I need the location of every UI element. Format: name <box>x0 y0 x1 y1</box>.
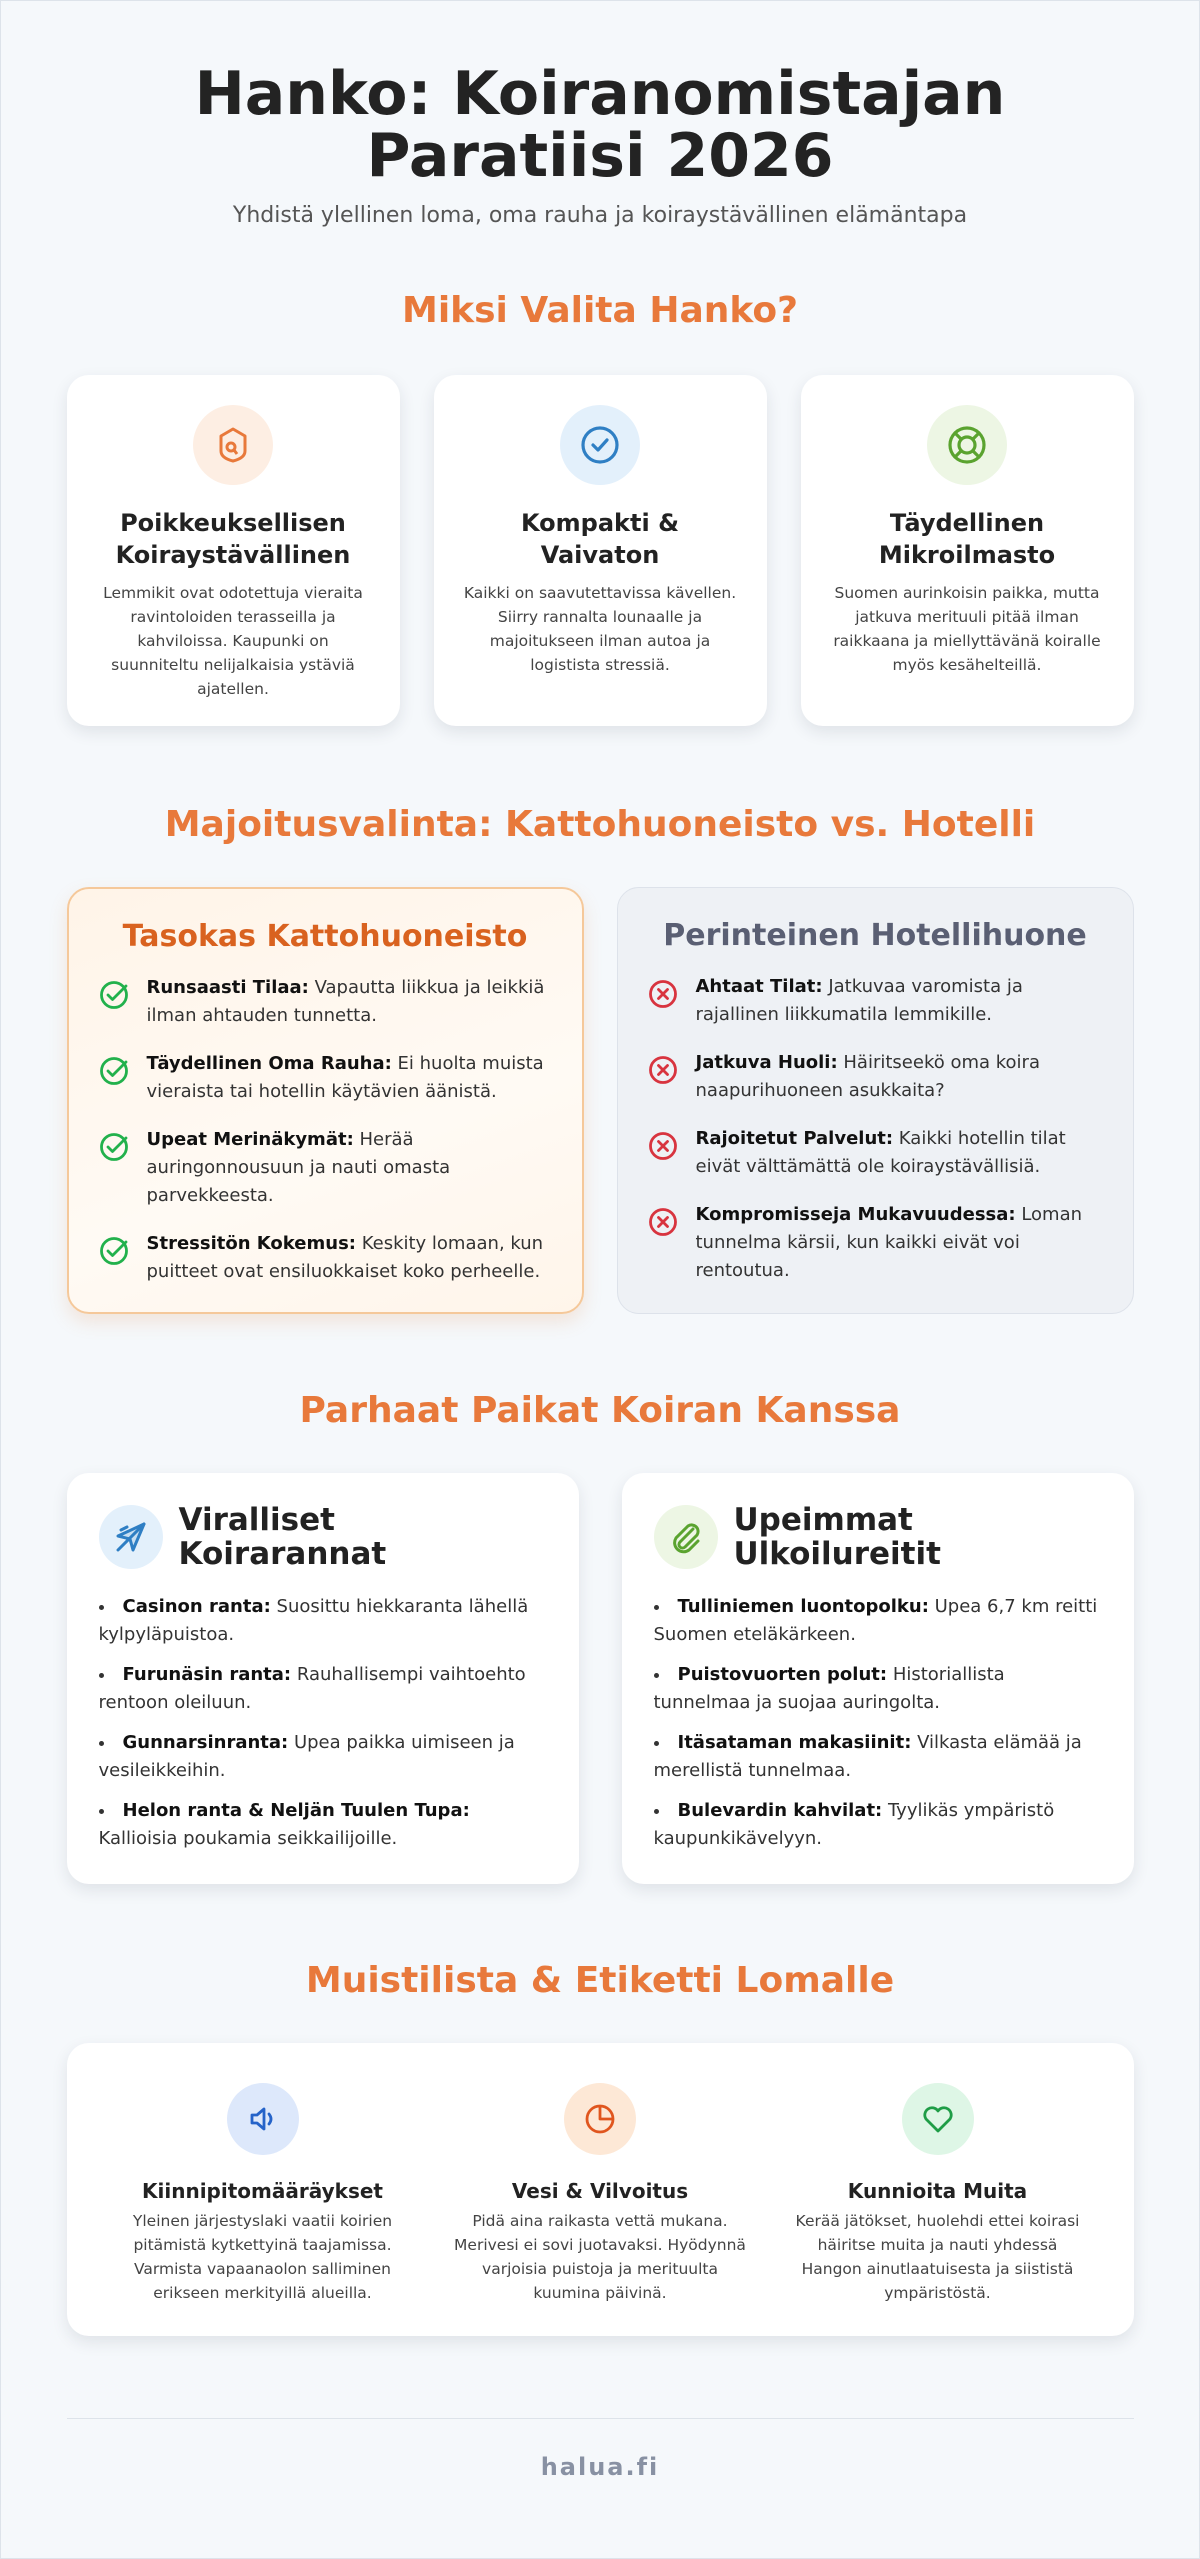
item-bold: Casinon ranta: <box>122 1596 271 1617</box>
list-item <box>654 1797 1100 1853</box>
item-bold: Itäsataman makasiinit: <box>677 1732 912 1753</box>
item-text: Ei huolta muista vieraista tai hotellin käytävien äänistä. <box>146 1053 544 1102</box>
hotel-list <box>648 973 1103 1285</box>
penthouse-card <box>67 887 584 1314</box>
list-item <box>648 973 1103 1029</box>
list-item <box>99 1593 545 1649</box>
item-text: Herää auringonnousuun ja nauti omasta parvekkeesta. <box>146 1129 451 1206</box>
list-item <box>654 1661 1100 1717</box>
list-item <box>99 1050 552 1106</box>
checklist-item-title: Kiinnipitomääräykset <box>142 2179 383 2203</box>
item-text: Vapautta liikkua ja leikkiä ilman ahtauden tunnetta. <box>146 977 545 1026</box>
beaches-card <box>67 1473 579 1884</box>
why-cards <box>67 375 1134 726</box>
item-bold: Puistovuorten polut: <box>677 1664 888 1685</box>
check-circle-icon <box>560 405 640 485</box>
item-bold: Jatkuva Huoli: <box>695 1052 838 1073</box>
item-text: Häiritseekö oma koira naapurihuoneen asukkaita? <box>695 1052 1040 1101</box>
list-item <box>654 1729 1100 1785</box>
check-icon <box>99 1132 131 1166</box>
penthouse-list <box>99 974 552 1286</box>
dog-tag-icon <box>193 405 273 485</box>
beaches-title: Viralliset Koirarannat <box>178 1502 387 1572</box>
page-subtitle: Yhdistä ylellinen loma, oma rauha ja koiraystävällinen elämäntapa <box>232 203 968 228</box>
item-bold: Furunäsin ranta: <box>122 1664 292 1685</box>
why-card-dog-friendly <box>67 375 400 726</box>
item-bold: Gunnarsinranta: <box>122 1732 289 1753</box>
list-item <box>99 974 552 1030</box>
checklist-item-respect <box>788 2083 1088 2336</box>
why-card-text: Suomen aurinkoisin paikka, mutta jatkuva merituuli pitää ilman raikkaana ja miellyttävänä koiralle myös kesähelteillä. <box>833 584 1101 674</box>
item-bold: Tulliniemen luontopolku: <box>677 1596 929 1617</box>
x-circle-icon <box>648 979 680 1013</box>
item-bold: Rajoitetut Palvelut: <box>695 1128 894 1149</box>
item-text: Suosittu hiekkaranta lähellä kylpyläpuistoa. <box>98 1596 529 1645</box>
item-bold: Kompromisseja Mukavuudessa: <box>695 1204 1016 1225</box>
trails-list <box>654 1593 1100 1853</box>
item-bold: Bulevardin kahvilat: <box>677 1800 883 1821</box>
list-item <box>648 1049 1103 1105</box>
page-title: Hanko: Koiranomistajan Paratiisi 2026 <box>194 59 1006 191</box>
checklist-section-title: Muistilista & Etiketti Lomalle <box>305 1960 895 2001</box>
trails-title: Upeimmat Ulkoilureitit <box>733 1502 941 1572</box>
check-icon <box>99 1236 131 1270</box>
item-bold: Helon ranta & Neljän Tuulen Tupa: <box>122 1800 470 1821</box>
hotel-card <box>617 887 1134 1314</box>
item-bold: Täydellinen Oma Rauha: <box>146 1053 392 1074</box>
places-cards <box>67 1473 1134 1884</box>
why-card-compact <box>434 375 767 726</box>
check-icon <box>99 1056 131 1090</box>
heart-icon <box>902 2083 974 2155</box>
beaches-list <box>99 1593 545 1853</box>
check-icon <box>99 980 131 1014</box>
hotel-title: Perinteinen Hotellihuone <box>663 918 1087 953</box>
item-text: Loman tunnelma kärsii, kun kaikki eivät voi rentoutua. <box>695 1204 1083 1281</box>
why-card-climate <box>801 375 1134 726</box>
checklist-item-text: Kerää jätökset, huolehdi ettei koirasi häiritse muita ja nauti yhdessä Hangon ainutlaatuisesta ja siististä ympäristöstä. <box>795 2212 1080 2302</box>
pie-clock-icon <box>564 2083 636 2155</box>
checklist-item-text: Yleinen järjestyslaki vaatii koirien pitämistä kytkettyinä taajamissa. Varmista vapaanaolon salliminen erikseen merkityillä alueilla. <box>132 2212 393 2302</box>
list-item <box>99 1126 552 1210</box>
megaphone-icon <box>227 2083 299 2155</box>
trails-card <box>622 1473 1134 1884</box>
item-bold: Runsaasti Tilaa: <box>146 977 309 998</box>
compare-cards <box>67 887 1134 1314</box>
x-circle-icon <box>648 1055 680 1089</box>
item-text: Tyylikäs ympäristö kaupunkikävelyyn. <box>653 1800 1055 1849</box>
list-item <box>648 1125 1103 1181</box>
why-card-text: Kaikki on saavutettavissa kävellen. Siirry rannalta lounaalle ja majoitukseen ilman autoa ja logistista stressiä. <box>463 584 737 674</box>
hero <box>1 1 1199 228</box>
list-item <box>648 1201 1103 1285</box>
checklist-item-title: Vesi & Vilvoitus <box>511 2179 689 2203</box>
item-bold: Stressitön Kokemus: <box>146 1233 356 1254</box>
why-card-title: Täydellinen Mikroilmasto <box>878 509 1056 569</box>
compare-section-title: Majoitusvalinta: Kattohuoneisto vs. Hotelli <box>164 804 1036 845</box>
list-item <box>654 1593 1100 1649</box>
item-text: Vilkasta elämää ja merellistä tunnelmaa. <box>653 1732 1082 1781</box>
item-text: Keskity lomaan, kun puitteet ovat ensiluokkaiset koko perheelle. <box>146 1233 544 1282</box>
x-circle-icon <box>648 1207 680 1241</box>
checklist-item-leash <box>113 2083 413 2336</box>
checklist-item-text: Pidä aina raikasta vettä mukana. Merivesi ei sovi juotavaksi. Hyödynnä varjoisia puistoja ja merituulta kuumina päivinä. <box>454 2212 746 2302</box>
item-text: Upea paikka uimiseen ja vesileikkeihin. <box>98 1732 515 1781</box>
footer-brand[interactable]: halua.fi <box>540 2453 660 2481</box>
list-item <box>99 1797 545 1853</box>
why-section-title: Miksi Valita Hanko? <box>402 290 798 331</box>
checklist-item-water <box>450 2083 750 2336</box>
item-bold: Upeat Merinäkymät: <box>146 1129 354 1150</box>
item-text: Kallioisia poukamia seikkailijoille. <box>98 1828 398 1849</box>
list-item <box>99 1661 545 1717</box>
why-card-text: Lemmikit ovat odotettuja vieraita ravintoloiden terasseilla ja kahviloissa. Kaupunki on suunniteltu nelijalkaisia ystäviä ajatellen. <box>103 584 363 698</box>
item-bold: Ahtaat Tilat: <box>695 976 823 997</box>
penthouse-title: Tasokas Kattohuoneisto <box>122 919 528 954</box>
item-text: Jatkuvaa varomista ja rajallinen liikkumatila lemmikille. <box>695 976 1023 1025</box>
footer-divider <box>67 2418 1134 2419</box>
places-section-title: Parhaat Paikat Koiran Kanssa <box>299 1390 901 1431</box>
sun-ring-icon <box>927 405 1007 485</box>
item-text: Rauhallisempi vaihtoehto rentoon oleiluun. <box>98 1664 526 1713</box>
checklist-card <box>67 2043 1134 2336</box>
why-card-title: Poikkeuksellisen Koiraystävällinen <box>115 509 351 569</box>
list-item <box>99 1230 552 1286</box>
why-card-title: Kompakti & Vaivaton <box>521 509 679 569</box>
item-text: Upea 6,7 km reitti Suomen eteläkärkeen. <box>653 1596 1098 1645</box>
list-item <box>99 1729 545 1785</box>
item-text: Kaikki hotellin tilat eivät välttämättä ole koiraystävällisiä. <box>695 1128 1066 1177</box>
checklist-item-title: Kunnioita Muita <box>847 2179 1028 2203</box>
item-text: Historiallista tunnelmaa ja suojaa auringolta. <box>653 1664 1005 1713</box>
paperclip-icon <box>654 1505 718 1569</box>
compass-icon <box>99 1505 163 1569</box>
x-circle-icon <box>648 1131 680 1165</box>
